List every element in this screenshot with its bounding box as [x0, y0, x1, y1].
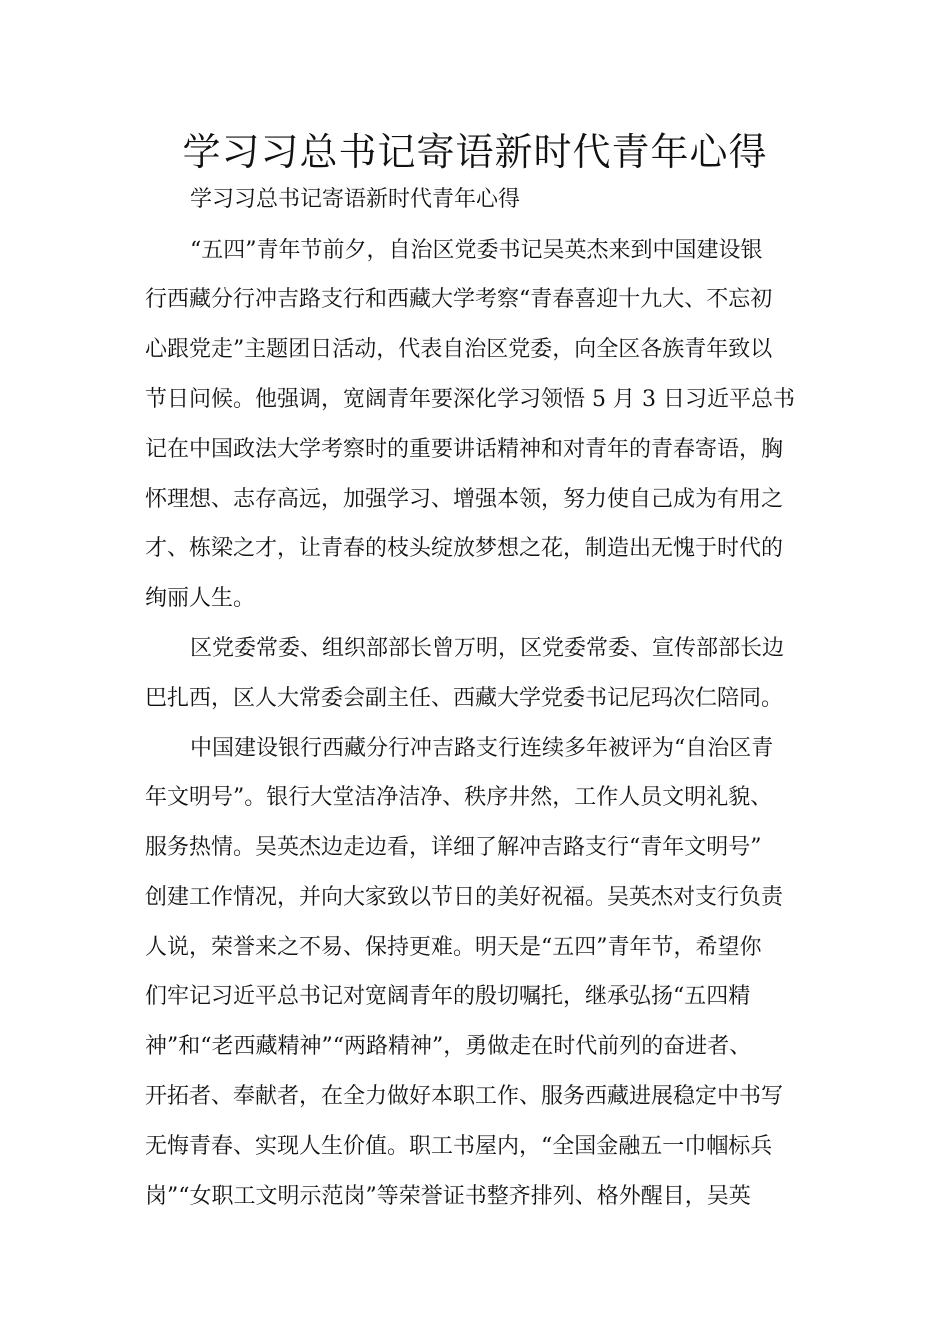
body-line: 节日问候。他强调，宽阔青年要深化学习领悟 5 月 3 日习近平总书	[145, 387, 795, 412]
body-line: 人说，荣誉来之不易、保持更难。明天是“五四”青年节，希望你	[145, 935, 762, 960]
body-line: 区党委常委、组织部部长曾万明，区党委常委、宣传部部长边	[190, 636, 785, 661]
body-line: 开拓者、奉献者，在全力做好本职工作、服务西藏进展稳定中书写	[145, 1084, 784, 1109]
body-line: 岗”“女职工文明示范岗”等荣誉证书整齐排列、格外醒目，吴英	[145, 1184, 751, 1209]
document-title: 学习习总书记寄语新时代青年心得	[182, 130, 768, 174]
body-line: 们牢记习近平总书记对宽阔青年的殷切嘱托，继承弘扬“五四精	[145, 984, 751, 1009]
body-line: 行西藏分行冲吉路支行和西藏大学考察“青春喜迎十九大、不忘初	[145, 287, 773, 312]
body-line: 才、栋梁之才，让青春的枝头绽放梦想之花，制造出无愧于时代的	[145, 536, 784, 561]
body-line: 心跟党走”主题团日活动，代表自治区党委，向全区各族青年致以	[145, 337, 773, 362]
body-line: 中国建设银行西藏分行冲吉路支行连续多年被评为“自治区青	[190, 736, 774, 761]
document-subtitle: 学习习总书记寄语新时代青年心得	[190, 187, 521, 212]
body-line: 服务热情。吴英杰边走边看，详细了解冲吉路支行“青年文明号”	[145, 835, 762, 860]
body-line: “五四”青年节前夕，自治区党委书记吴英杰来到中国建设银	[190, 238, 763, 263]
body-line: 年文明号”。银行大堂洁净洁净、秩序井然，工作人员文明礼貌、	[145, 785, 773, 810]
body-line: 绚丽人生。	[145, 586, 256, 611]
body-line: 无悔青春、实现人生价值。职工书屋内，“全国金融五一巾帼标兵	[145, 1134, 773, 1159]
body-line: 记在中国政法大学考察时的重要讲话精神和对青年的青春寄语，胸	[145, 437, 784, 462]
body-line: 创建工作情况，并向大家致以节日的美好祝福。吴英杰对支行负责	[145, 885, 784, 910]
body-line: 巴扎西，区人大常委会副主任、西藏大学党委书记尼玛次仁陪同。	[145, 686, 784, 711]
body-line: 怀理想、志存高远，加强学习、增强本领，努力使自己成为有用之	[145, 487, 784, 512]
body-line: 神”和“老西藏精神”“两路精神”，勇做走在时代前列的奋进者、	[145, 1034, 752, 1059]
